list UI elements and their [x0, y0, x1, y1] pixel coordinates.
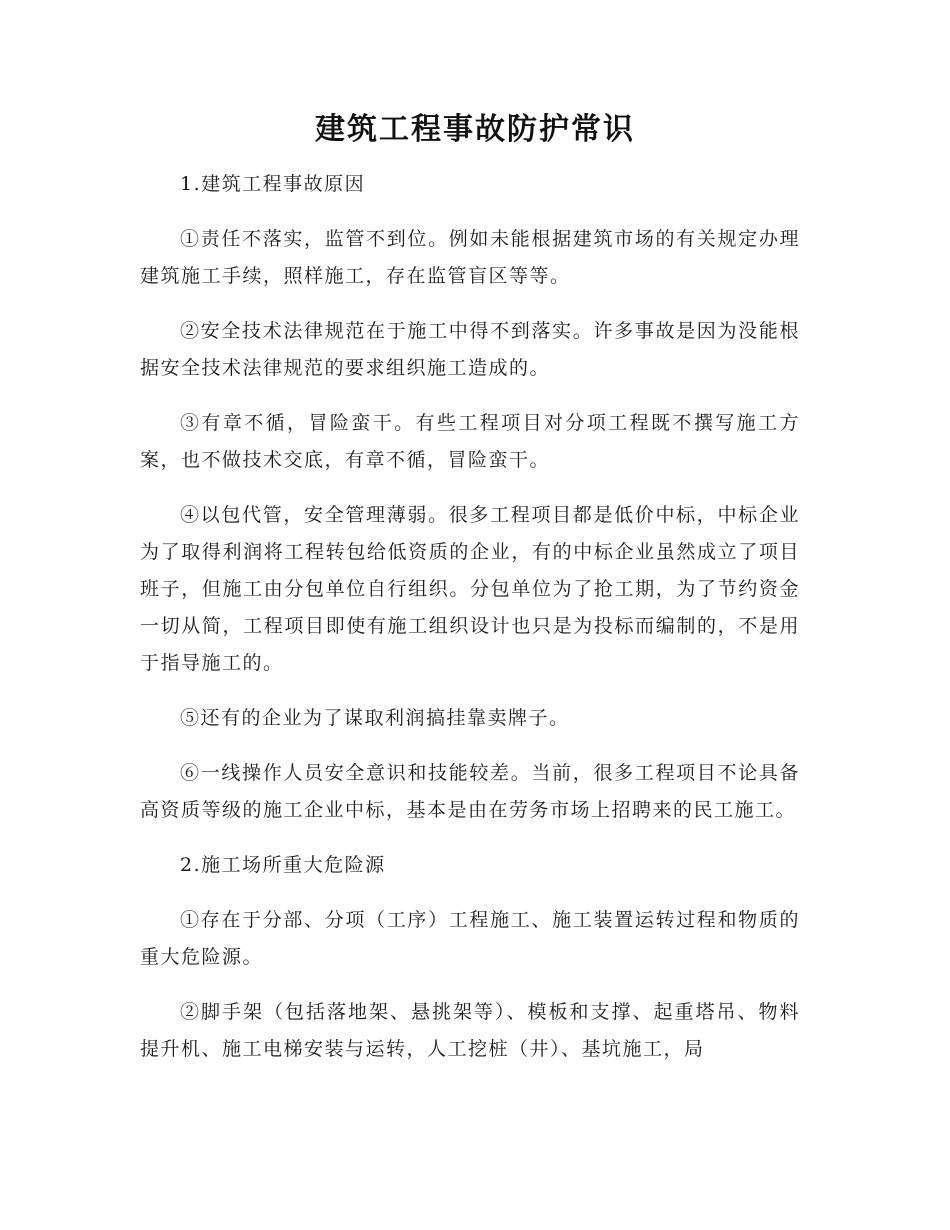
paragraph: ⑥一线操作人员安全意识和技能较差。当前，很多工程项目不论具备高资质等级的施工企业中标，基本是由在劳务市场上招聘来的民工施工。	[140, 762, 800, 821]
paragraph: ②安全技术法律规范在于施工中得不到落实。许多事故是因为没能根据安全技术法律规范的要求组织施工造成的。	[140, 320, 800, 379]
paragraph: ⑤还有的企业为了谋取利润搞挂靠卖牌子。	[180, 707, 570, 729]
paragraph: ④以包代管，安全管理薄弱。很多工程项目都是低价中标，中标企业为了取得利润将工程转包给低资质的企业，有的中标企业虽然成立了项目班子，但施工由分包单位自行组织。分包单位为了抢工期，为了节约资金一切从简，工程项目即使有施工组织设计也只是为投标而编制的，不是用于指导施工的。	[140, 504, 800, 674]
document-body	[140, 166, 800, 1086]
section-heading-1: 1.建筑工程事故原因	[180, 173, 366, 195]
paragraph: ③有章不循，冒险蛮干。有些工程项目对分项工程既不撰写施工方案，也不做技术交底，有章不循，冒险蛮干。	[140, 412, 800, 471]
section-heading-2: 2.施工场所重大危险源	[180, 854, 386, 876]
paragraph: ①存在于分部、分项（工序）工程施工、施工装置运转过程和物质的重大危险源。	[140, 909, 800, 968]
paragraph: ①责任不落实，监管不到位。例如未能根据建筑市场的有关规定办理建筑施工手续，照样施工，存在监管盲区等等。	[140, 228, 800, 287]
paragraph: ②脚手架（包括落地架、悬挑架等）、模板和支撑、起重塔吊、物料提升机、施工电梯安装与运转，人工挖桩（井）、基坑施工，局	[140, 1001, 800, 1060]
document-title: 建筑工程事故防护常识	[315, 112, 635, 147]
